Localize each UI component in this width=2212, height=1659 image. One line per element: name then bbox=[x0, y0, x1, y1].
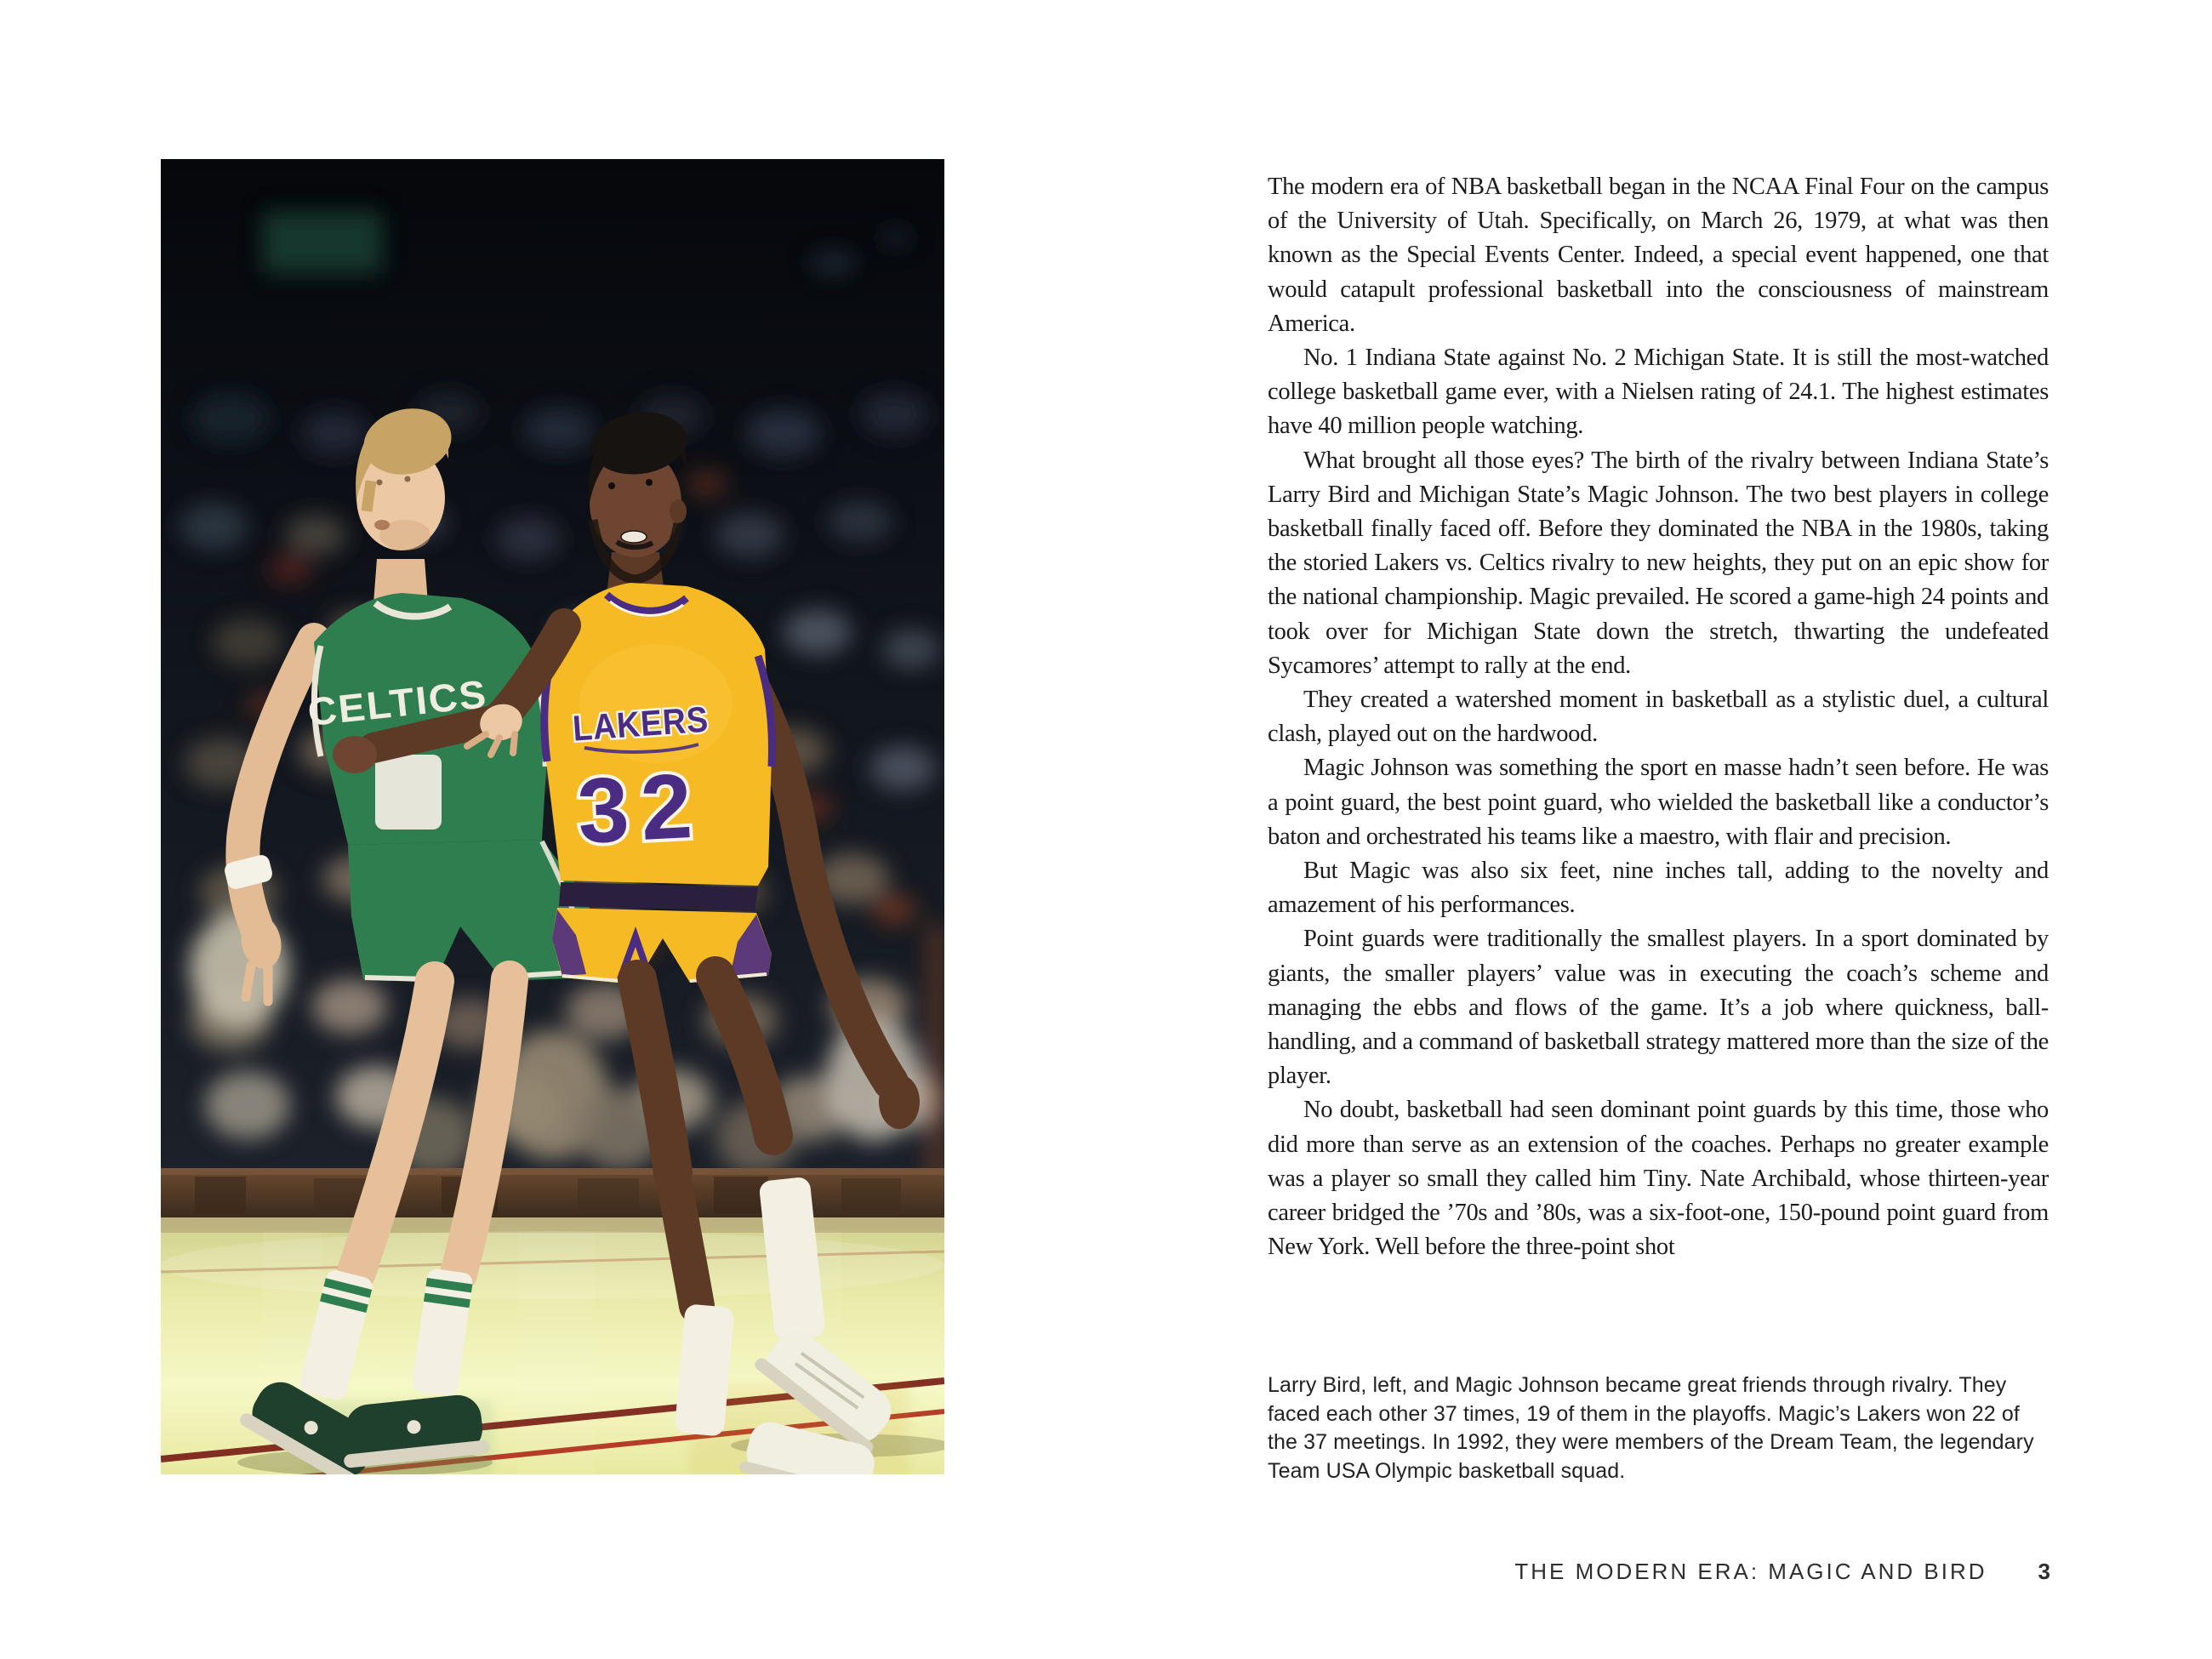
magic-left-hand bbox=[333, 736, 377, 773]
courtside-bench bbox=[161, 1168, 944, 1219]
photo-bird-and-magic bbox=[161, 159, 944, 1474]
body-paragraph-7: Point guards were traditionally the smallest players. In a sport dominated by giants, the smaller players’ value was in executing the coach’s scheme and managing the ebbs and flows of the game. It’s a job where quickness, ball-handling, and a command of basketball strategy mattered more than the size of the player. bbox=[1268, 926, 2049, 1090]
photo-caption: Larry Bird, left, and Magic Johnson became great friends through rivalry. They faced each other 37 times, 19 of them in the playoffs. Magic’s Lakers won 22 of the 37 meetings. In 1992, they were members of the Dream Team, the legendary Team USA Olympic basketball squad. bbox=[1268, 1373, 2034, 1483]
running-footer bbox=[1514, 1559, 2050, 1585]
magic-jersey-number-text: 32 bbox=[574, 753, 707, 863]
article-column bbox=[1268, 170, 2049, 1265]
bird-jersey-text: CELTICS bbox=[305, 671, 486, 735]
bird-jersey-number-fragment bbox=[375, 755, 442, 830]
body-paragraph-5: Magic Johnson was something the sport en masse hadn’t seen before. He was a point guard, the best point guard, who wielded the basketball like a conductor’s baton and orchestrated his teams like a maestro, with flair and precision. bbox=[1268, 755, 2049, 850]
body-paragraph-4: They created a watershed moment in basketball as a stylistic duel, a cultural clash, played out on the hardwood. bbox=[1268, 687, 2049, 748]
body-paragraph-6: But Magic was also six feet, nine inches tall, adding to the novelty and amazement of his performances. bbox=[1268, 858, 2049, 919]
magic-smile bbox=[621, 531, 647, 543]
photo-illustration bbox=[161, 159, 944, 1474]
body-paragraph-8: No doubt, basketball had seen dominant point guards by this time, those who did more than serve as an extension of the coaches. Perhaps no greater example was a player so small they called him Tiny. Nate Archibald, whose thirteen-year career bridged the ’70s and ’80s, was a six-foot-one, 150-pound point guard from New York. Well before the three-point shot bbox=[1268, 1097, 2049, 1261]
body-paragraph-3: What brought all those eyes? The birth of the rivalry between Indiana State’s Larry Bird and Michigan State’s Magic Johnson. The two best players in college basketball finally faced off. Before they dominated the NBA in the 1980s, taking the storied Lakers vs. Celtics rivalry to new heights, they put on an epic show for the national championship. Magic prevailed. He scored a game-high 24 points and took over for Michigan State down the stretch, thwarting the undefeated Sycamores’ attempt to rally at the end. bbox=[1268, 447, 2049, 679]
body-paragraph-2: No. 1 Indiana State against No. 2 Michigan State. It is still the most-watched college basketball game ever, with a Nielsen rating of 24.1. The highest estimates have 40 million people watching. bbox=[1268, 345, 2049, 440]
magic-jersey-team-text: LAKERS bbox=[571, 698, 727, 749]
footer-chapter-title: THE MODERN ERA: MAGIC AND BIRD bbox=[1514, 1559, 1987, 1584]
magic-waistband bbox=[559, 882, 758, 911]
body-paragraph-1: The modern era of NBA basketball began in the NCAA Final Four on the campus of the University of Utah. Specifically, on March 26, 1979, at what was then known as the Special Events Center. Indeed, a special event happened, one that would catapult professional basketball into the consciousness of mainstream America. bbox=[1268, 174, 2049, 337]
page-number: 3 bbox=[2038, 1559, 2050, 1584]
